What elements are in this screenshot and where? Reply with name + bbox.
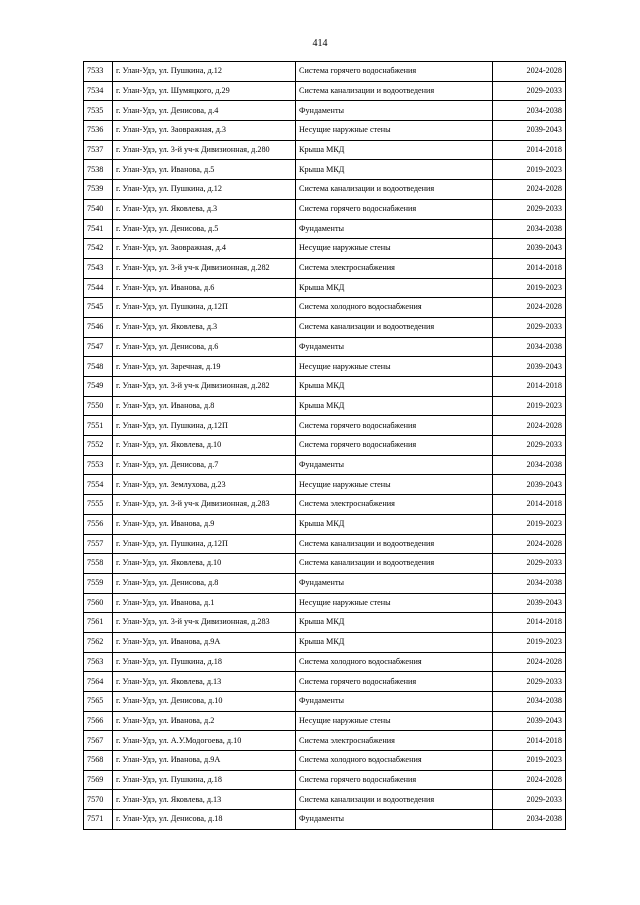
repair-schedule-table [83, 61, 566, 830]
table-row [84, 770, 566, 790]
row-number: 7538 [84, 160, 113, 180]
row-system: Крыша МКД [296, 613, 493, 633]
row-period: 2014-2018 [493, 258, 566, 278]
row-system: Крыша МКД [296, 140, 493, 160]
row-address: г. Улан-Удэ, ул. Пушкина, д.12 [113, 62, 296, 82]
row-system: Крыша МКД [296, 160, 493, 180]
row-address: г. Улан-Удэ, ул. Яковлева, д.13 [113, 672, 296, 692]
row-system: Крыша МКД [296, 514, 493, 534]
table-row [84, 140, 566, 160]
row-number: 7533 [84, 62, 113, 82]
row-period: 2029-2033 [493, 672, 566, 692]
row-number: 7560 [84, 593, 113, 613]
row-address: г. Улан-Удэ, ул. Шумяцкого, д.29 [113, 81, 296, 101]
row-period: 2024-2028 [493, 770, 566, 790]
row-number: 7555 [84, 495, 113, 515]
row-number: 7567 [84, 731, 113, 751]
row-system: Несущие наружные стены [296, 121, 493, 141]
row-address: г. Улан-Удэ, ул. Денисова, д.4 [113, 101, 296, 121]
table-row [84, 613, 566, 633]
row-system: Система канализации и водоотведения [296, 790, 493, 810]
table-row [84, 593, 566, 613]
row-period: 2029-2033 [493, 81, 566, 101]
row-period: 2029-2033 [493, 199, 566, 219]
row-period: 2024-2028 [493, 534, 566, 554]
row-address: г. Улан-Удэ, ул. Пушкина, д.12П [113, 416, 296, 436]
table-row [84, 632, 566, 652]
row-address: г. Улан-Удэ, ул. Денисова, д.8 [113, 573, 296, 593]
row-address: г. Улан-Удэ, ул. Денисова, д.18 [113, 810, 296, 830]
row-system: Фундаменты [296, 101, 493, 121]
row-address: г. Улан-Удэ, ул. Заовражная, д.4 [113, 239, 296, 259]
row-address: г. Улан-Удэ, ул. 3-й уч-к Дивизионная, д.283 [113, 495, 296, 515]
row-number: 7543 [84, 258, 113, 278]
row-number: 7545 [84, 298, 113, 318]
row-period: 2034-2038 [493, 810, 566, 830]
row-period: 2014-2018 [493, 377, 566, 397]
row-address: г. Улан-Удэ, ул. Заречная, д.19 [113, 357, 296, 377]
row-system: Система горячего водоснабжения [296, 770, 493, 790]
row-address: г. Улан-Удэ, ул. 3-й уч-к Дивизионная, д.280 [113, 140, 296, 160]
row-system: Несущие наружные стены [296, 475, 493, 495]
row-system: Фундаменты [296, 337, 493, 357]
row-number: 7556 [84, 514, 113, 534]
row-system: Система электроснабжения [296, 731, 493, 751]
row-period: 2024-2028 [493, 180, 566, 200]
row-period: 2039-2043 [493, 475, 566, 495]
row-number: 7542 [84, 239, 113, 259]
row-number: 7544 [84, 278, 113, 298]
row-system: Крыша МКД [296, 377, 493, 397]
table-row [84, 652, 566, 672]
row-number: 7534 [84, 81, 113, 101]
row-address: г. Улан-Удэ, ул. Яковлева, д.10 [113, 554, 296, 574]
row-system: Система канализации и водоотведения [296, 317, 493, 337]
row-number: 7550 [84, 396, 113, 416]
row-period: 2039-2043 [493, 121, 566, 141]
row-address: г. Улан-Удэ, ул. Денисова, д.6 [113, 337, 296, 357]
row-address: г. Улан-Удэ, ул. Иванова, д.8 [113, 396, 296, 416]
row-number: 7557 [84, 534, 113, 554]
table-row [84, 573, 566, 593]
row-period: 2039-2043 [493, 239, 566, 259]
table-row [84, 101, 566, 121]
table-row [84, 672, 566, 692]
row-system: Фундаменты [296, 573, 493, 593]
row-system: Несущие наружные стены [296, 357, 493, 377]
row-system: Система электроснабжения [296, 258, 493, 278]
row-system: Фундаменты [296, 810, 493, 830]
row-system: Система канализации и водоотведения [296, 81, 493, 101]
row-system: Крыша МКД [296, 632, 493, 652]
row-system: Система канализации и водоотведения [296, 180, 493, 200]
row-period: 2019-2023 [493, 751, 566, 771]
row-system: Фундаменты [296, 692, 493, 712]
row-address: г. Улан-Удэ, ул. Яковлева, д.3 [113, 199, 296, 219]
row-number: 7547 [84, 337, 113, 357]
row-number: 7562 [84, 632, 113, 652]
row-period: 2029-2033 [493, 554, 566, 574]
row-period: 2024-2028 [493, 416, 566, 436]
row-number: 7541 [84, 219, 113, 239]
row-number: 7558 [84, 554, 113, 574]
row-address: г. Улан-Удэ, ул. Яковлева, д.3 [113, 317, 296, 337]
row-address: г. Улан-Удэ, ул. Денисова, д.5 [113, 219, 296, 239]
row-period: 2034-2038 [493, 455, 566, 475]
table-row [84, 199, 566, 219]
row-number: 7540 [84, 199, 113, 219]
table-row [84, 278, 566, 298]
row-number: 7570 [84, 790, 113, 810]
row-period: 2034-2038 [493, 692, 566, 712]
row-system: Система горячего водоснабжения [296, 436, 493, 456]
row-system: Система электроснабжения [296, 495, 493, 515]
row-address: г. Улан-Удэ, ул. Яковлева, д.13 [113, 790, 296, 810]
row-address: г. Улан-Удэ, ул. Землухова, д.23 [113, 475, 296, 495]
row-period: 2019-2023 [493, 632, 566, 652]
row-address: г. Улан-Удэ, ул. Денисова, д.10 [113, 692, 296, 712]
table-row [84, 357, 566, 377]
table-row [84, 810, 566, 830]
row-system: Несущие наружные стены [296, 239, 493, 259]
row-address: г. Улан-Удэ, ул. Пушкина, д.18 [113, 652, 296, 672]
table-row [84, 455, 566, 475]
row-period: 2034-2038 [493, 337, 566, 357]
row-address: г. Улан-Удэ, ул. Иванова, д.5 [113, 160, 296, 180]
row-period: 2014-2018 [493, 731, 566, 751]
row-system: Крыша МКД [296, 396, 493, 416]
row-number: 7536 [84, 121, 113, 141]
row-number: 7565 [84, 692, 113, 712]
table-row [84, 711, 566, 731]
row-address: г. Улан-Удэ, ул. Денисова, д.7 [113, 455, 296, 475]
row-system: Фундаменты [296, 455, 493, 475]
row-period: 2029-2033 [493, 436, 566, 456]
row-system: Фундаменты [296, 219, 493, 239]
row-period: 2039-2043 [493, 593, 566, 613]
row-system: Несущие наружные стены [296, 711, 493, 731]
row-number: 7551 [84, 416, 113, 436]
row-period: 2014-2018 [493, 613, 566, 633]
row-address: г. Улан-Удэ, ул. Иванова, д.9А [113, 751, 296, 771]
table-row [84, 475, 566, 495]
row-number: 7549 [84, 377, 113, 397]
row-system: Система канализации и водоотведения [296, 534, 493, 554]
row-period: 2034-2038 [493, 101, 566, 121]
row-system: Несущие наружные стены [296, 593, 493, 613]
table-row [84, 160, 566, 180]
row-system: Система канализации и водоотведения [296, 554, 493, 574]
row-number: 7553 [84, 455, 113, 475]
row-number: 7552 [84, 436, 113, 456]
row-system: Система горячего водоснабжения [296, 416, 493, 436]
row-period: 2039-2043 [493, 711, 566, 731]
table-row [84, 436, 566, 456]
row-period: 2019-2023 [493, 514, 566, 534]
row-system: Крыша МКД [296, 278, 493, 298]
row-number: 7569 [84, 770, 113, 790]
row-period: 2019-2023 [493, 160, 566, 180]
row-address: г. Улан-Удэ, ул. 3-й уч-к Дивизионная, д.283 [113, 613, 296, 633]
row-address: г. Улан-Удэ, ул. Заовражная, д.3 [113, 121, 296, 141]
row-period: 2014-2018 [493, 140, 566, 160]
row-number: 7564 [84, 672, 113, 692]
row-address: г. Улан-Удэ, ул. Иванова, д.1 [113, 593, 296, 613]
row-number: 7554 [84, 475, 113, 495]
row-number: 7566 [84, 711, 113, 731]
table-row [84, 317, 566, 337]
row-period: 2014-2018 [493, 495, 566, 515]
row-period: 2034-2038 [493, 573, 566, 593]
row-number: 7568 [84, 751, 113, 771]
row-system: Система горячего водоснабжения [296, 672, 493, 692]
row-period: 2024-2028 [493, 652, 566, 672]
table-row [84, 534, 566, 554]
row-address: г. Улан-Удэ, ул. Иванова, д.9 [113, 514, 296, 534]
row-number: 7548 [84, 357, 113, 377]
table-row [84, 298, 566, 318]
table-row [84, 180, 566, 200]
table-body [84, 62, 566, 830]
row-number: 7546 [84, 317, 113, 337]
row-number: 7571 [84, 810, 113, 830]
row-address: г. Улан-Удэ, ул. 3-й уч-к Дивизионная, д.282 [113, 258, 296, 278]
row-period: 2024-2028 [493, 298, 566, 318]
table-row [84, 790, 566, 810]
row-address: г. Улан-Удэ, ул. Пушкина, д.12П [113, 298, 296, 318]
table-row [84, 121, 566, 141]
table-row [84, 495, 566, 515]
row-system: Система холодного водоснабжения [296, 298, 493, 318]
row-address: г. Улан-Удэ, ул. Яковлева, д.10 [113, 436, 296, 456]
table-row [84, 337, 566, 357]
table-row [84, 258, 566, 278]
table-row [84, 514, 566, 534]
row-period: 2029-2033 [493, 790, 566, 810]
row-period: 2029-2033 [493, 317, 566, 337]
row-period: 2034-2038 [493, 219, 566, 239]
table-row [84, 692, 566, 712]
row-number: 7535 [84, 101, 113, 121]
row-address: г. Улан-Удэ, ул. Пушкина, д.12 [113, 180, 296, 200]
row-number: 7561 [84, 613, 113, 633]
row-address: г. Улан-Удэ, ул. Иванова, д.2 [113, 711, 296, 731]
row-number: 7537 [84, 140, 113, 160]
table-row [84, 81, 566, 101]
table-row [84, 554, 566, 574]
row-address: г. Улан-Удэ, ул. А.У.Модогоева, д.10 [113, 731, 296, 751]
row-address: г. Улан-Удэ, ул. Пушкина, д.12П [113, 534, 296, 554]
table-row [84, 396, 566, 416]
row-system: Система горячего водоснабжения [296, 62, 493, 82]
page-number: 414 [312, 38, 328, 49]
row-number: 7563 [84, 652, 113, 672]
row-system: Система горячего водоснабжения [296, 199, 493, 219]
table-row [84, 239, 566, 259]
row-period: 2024-2028 [493, 62, 566, 82]
row-number: 7539 [84, 180, 113, 200]
table-row [84, 377, 566, 397]
table-row [84, 731, 566, 751]
row-period: 2019-2023 [493, 396, 566, 416]
row-number: 7559 [84, 573, 113, 593]
row-period: 2039-2043 [493, 357, 566, 377]
table-row [84, 219, 566, 239]
row-system: Система холодного водоснабжения [296, 652, 493, 672]
row-address: г. Улан-Удэ, ул. Иванова, д.6 [113, 278, 296, 298]
row-address: г. Улан-Удэ, ул. 3-й уч-к Дивизионная, д.282 [113, 377, 296, 397]
table-row [84, 751, 566, 771]
row-address: г. Улан-Удэ, ул. Иванова, д.9А [113, 632, 296, 652]
table-row [84, 62, 566, 82]
row-address: г. Улан-Удэ, ул. Пушкина, д.18 [113, 770, 296, 790]
row-system: Система холодного водоснабжения [296, 751, 493, 771]
row-period: 2019-2023 [493, 278, 566, 298]
table-row [84, 416, 566, 436]
